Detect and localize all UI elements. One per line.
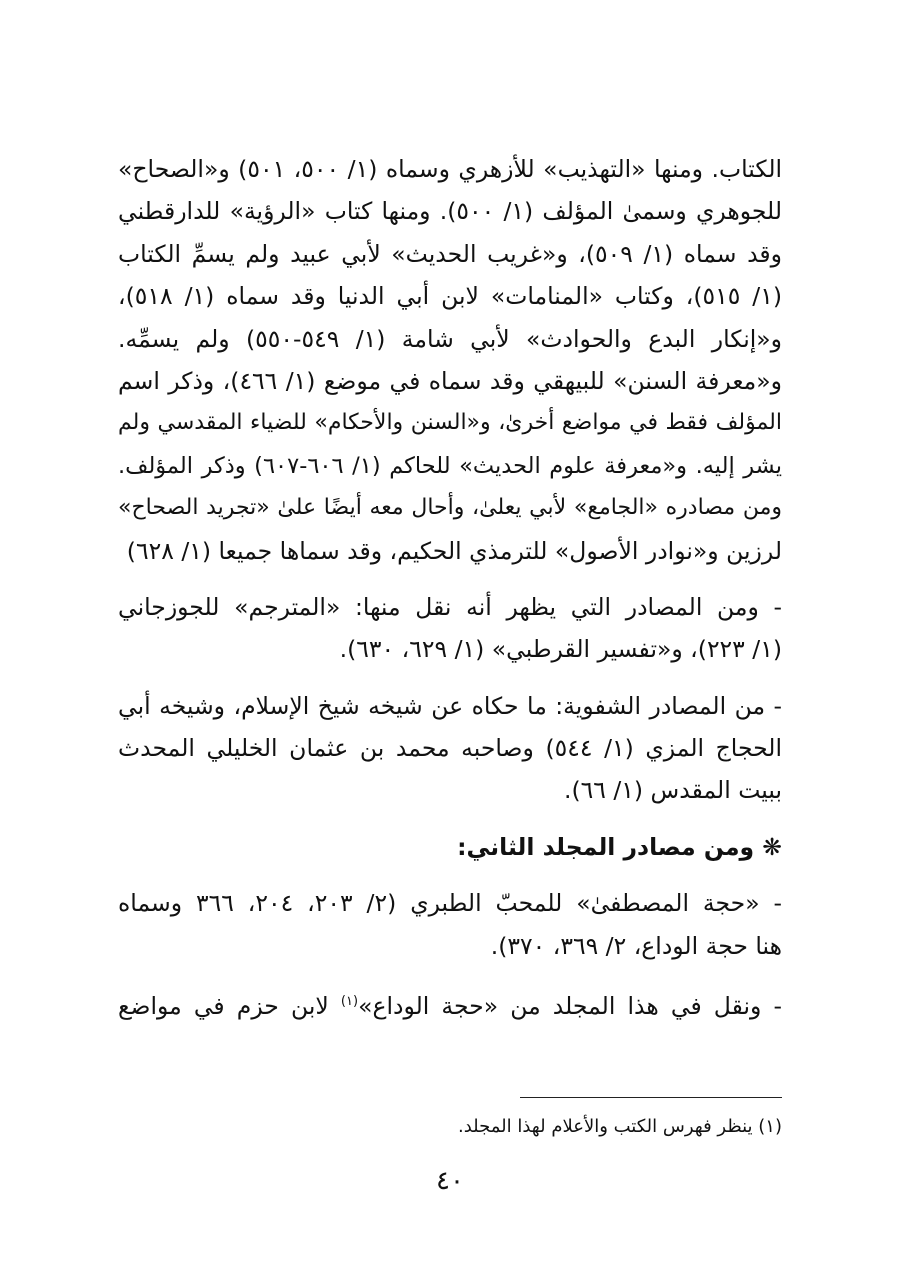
text-line: للجوهري وسمىٰ المؤلف (١/ ٥٠٠). ومنها كتاب «الرؤية» للدارقطني bbox=[118, 197, 782, 226]
text-line: وقد سماه (١/ ٥٠٩)، و«غريب الحديث» لأبي عبيد ولم يسمِّ الكتاب bbox=[118, 239, 782, 268]
text-line: الكتاب. ومنها «التهذيب» للأزهري وسماه (١/ ٥٠٠، ٥٠١) و«الصحاح» bbox=[118, 155, 783, 183]
paragraph-4 bbox=[118, 882, 782, 967]
text-line: - ومن المصادر التي يظهر أنه نقل منها: «المترجم» للجوزجاني bbox=[118, 592, 782, 621]
paragraph-1 bbox=[118, 148, 782, 572]
text-line: الحجاج المزي (١/ ٥٤٤) وصاحبه محمد بن عثمان الخليلي المحدث bbox=[118, 734, 782, 763]
text-line: المؤلف فقط في مواضع أخرىٰ، و«السنن والأحكام» للضياء المقدسي ولم bbox=[118, 410, 782, 436]
page-number: ٤٠ bbox=[436, 1166, 464, 1196]
text-line: لرزين و«نوادر الأصول» للترمذي الحكيم، وقد سماها جميعا (١/ ٦٢٨) bbox=[126, 536, 782, 565]
text-line: - من المصادر الشفوية: ما حكاه عن شيخه شيخ الإسلام، وشيخه أبي bbox=[118, 691, 782, 720]
text-line: (١/ ٢٢٣)، و«تفسير القرطبي» (١/ ٦٢٩، ٦٣٠). bbox=[339, 635, 782, 664]
text-line: و«إنكار البدع والحوادث» لأبي شامة (١/ ٥٤٩-٥٥٠) ولم يسمِّه. bbox=[118, 324, 782, 353]
text-fragment: لابن حزم في مواضع bbox=[118, 991, 329, 1020]
paragraph-gap bbox=[118, 868, 782, 882]
text-line bbox=[118, 981, 782, 1023]
paragraph-2 bbox=[118, 586, 782, 671]
paragraph-3 bbox=[118, 685, 782, 812]
paragraph-5 bbox=[118, 981, 782, 1023]
section-heading bbox=[118, 826, 782, 868]
paragraph-gap bbox=[118, 812, 782, 826]
paragraph-gap bbox=[118, 967, 782, 981]
text-line: (١/ ٥١٥)، وكتاب «المنامات» لابن أبي الدنيا وقد سماه (١/ ٥١٨)، bbox=[118, 282, 783, 311]
text-line: هنا حجة الوداع، ٢/ ٣٦٩، ٣٧٠). bbox=[490, 931, 782, 960]
paragraph-gap bbox=[118, 671, 782, 685]
heading-text: ❋ ومن مصادر المجلد الثاني: bbox=[457, 832, 782, 861]
text-line: ببيت المقدس (١/ ٦٦). bbox=[564, 776, 782, 805]
text-line: - «حجة المصطفىٰ» للمحبّ الطبري (٢/ ٢٠٣، ٢٠٤، ٣٦٦ وسماه bbox=[118, 889, 782, 918]
footnote: (١) ينظر فهرس الكتب والأعلام لهذا المجلد. bbox=[458, 1116, 782, 1137]
paragraph-gap bbox=[118, 572, 782, 586]
footnote-divider bbox=[520, 1097, 782, 1098]
footnote-marker[interactable]: (١) bbox=[340, 994, 359, 1010]
text-line: و«معرفة السنن» للبيهقي وقد سماه في موضع (١/ ٤٦٦)، وذكر اسم bbox=[118, 366, 782, 395]
text-fragment: - ونقل في هذا المجلد من «حجة الوداع» bbox=[358, 991, 782, 1020]
page-body bbox=[118, 148, 782, 1023]
text-line: ومن مصادره «الجامع» لأبي يعلىٰ، وأحال معه أيضًا علىٰ «تجريد الصحاح» bbox=[118, 495, 782, 521]
text-line: يشر إليه. و«معرفة علوم الحديث» للحاكم (١/ ٦٠٦-٦٠٧) وذكر المؤلف. bbox=[118, 452, 782, 479]
